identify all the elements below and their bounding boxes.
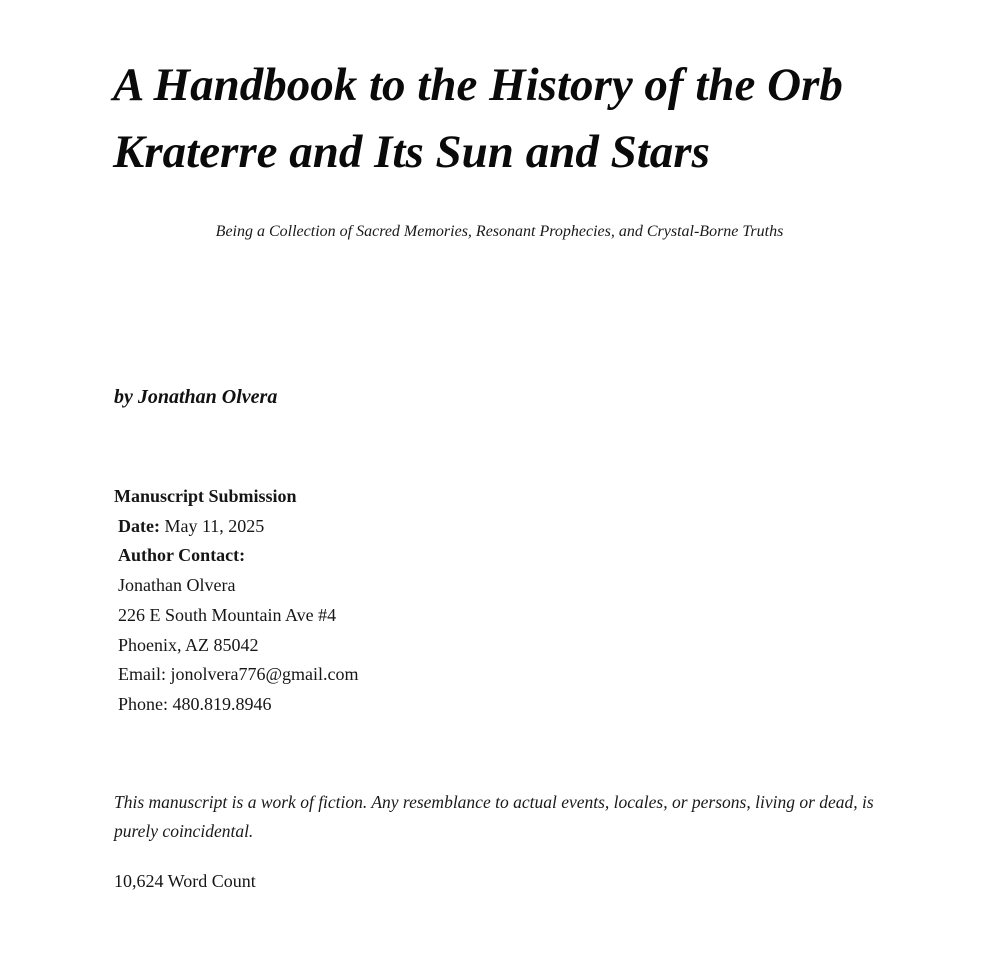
email-line: Email: jonolvera776@gmail.com — [118, 664, 359, 685]
word-count: 10,624 Word Count — [114, 871, 256, 891]
address-line-2: Phoenix, AZ 85042 — [118, 634, 259, 655]
date-label: Date: — [118, 515, 160, 536]
document-subtitle: Being a Collection of Sacred Memories, Resonant Prophecies, and Crystal-Borne Truths — [215, 223, 784, 240]
author-byline: by Jonathan Olvera — [114, 386, 278, 408]
date-line — [114, 512, 359, 542]
address-line-1: 226 E South Mountain Ave #4 — [118, 604, 337, 625]
phone-line: Phone: 480.819.8946 — [118, 693, 272, 714]
submission-block — [114, 482, 359, 720]
author-name: Jonathan Olvera — [118, 575, 236, 596]
author-contact-label: Author Contact: — [118, 545, 246, 566]
document-title: A Handbook to the History of the Orb Kraterre and Its Sun and Stars — [113, 59, 843, 178]
date-value: May 11, 2025 — [164, 515, 265, 536]
fiction-disclaimer: This manuscript is a work of fiction. Any resemblance to actual events, locales, or persons, living or dead, is purely coincidental. — [114, 792, 874, 841]
submission-heading: Manuscript Submission — [114, 486, 297, 506]
